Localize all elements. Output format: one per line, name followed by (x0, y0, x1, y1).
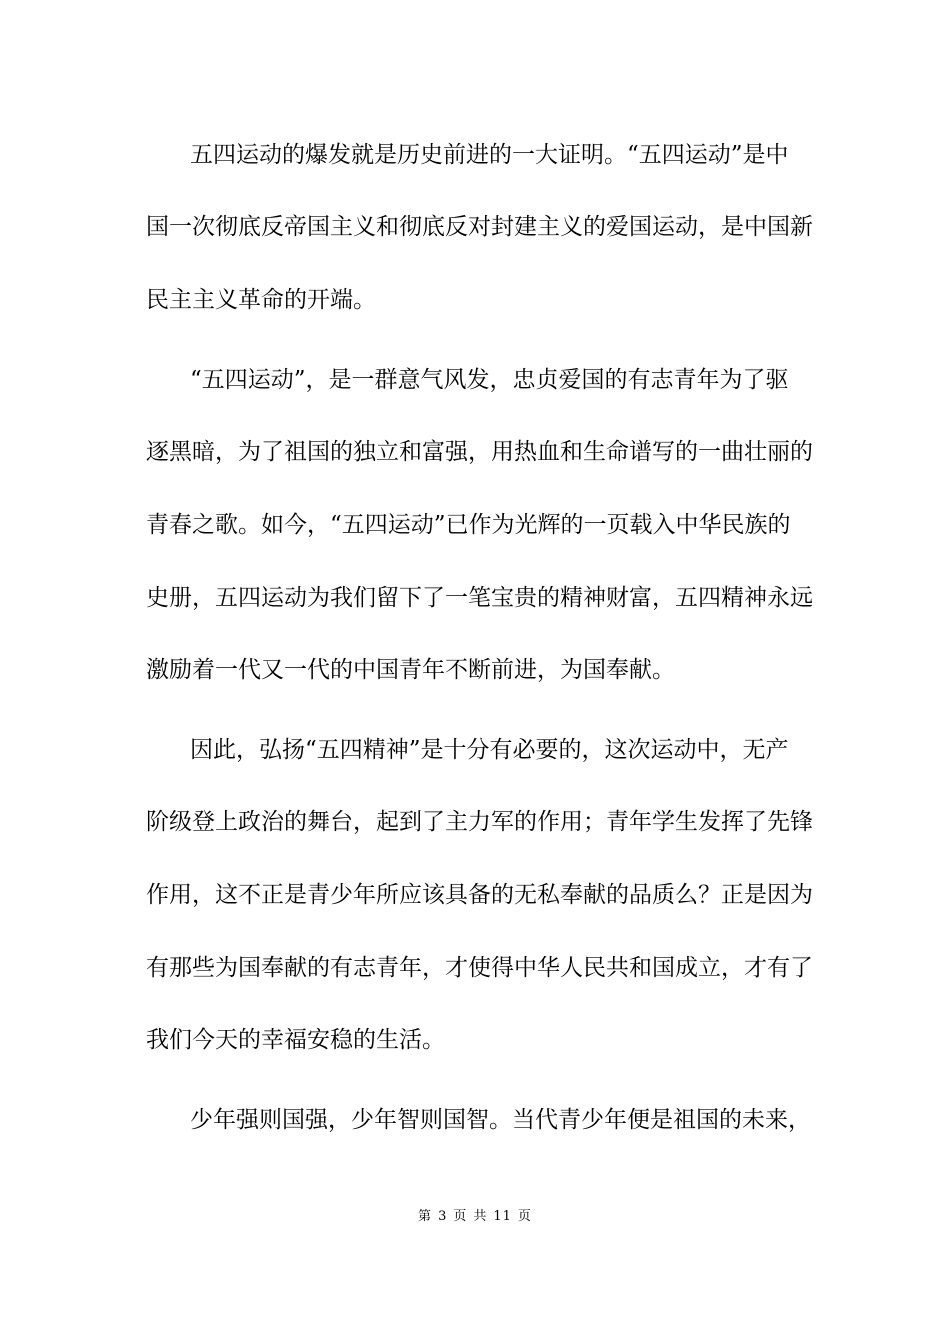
paragraph-3-line-3: 作用，这不正是青少年所应该具备的无私奉献的品质么？正是因为 (146, 882, 813, 908)
paragraph-3-line-1: 因此，弘扬“五四精神”是十分有必要的，这次运动中，无产 (190, 737, 789, 763)
footer-current-page: 3 (438, 1209, 448, 1224)
paragraph-2-line-2: 逐黑暗，为了祖国的独立和富强，用热血和生命谱写的一曲壮丽的 (146, 439, 813, 465)
paragraph-2-line-3: 青春之歌。如今，“五四运动”已作为光辉的一页载入中华民族的 (146, 512, 791, 538)
paragraph-3-line-2: 阶级登上政治的舞台，起到了主力军的作用；青年学生发挥了先锋 (146, 809, 813, 835)
paragraph-1-line-2: 国一次彻底反帝国主义和彻底反对封建主义的爱国运动，是中国新 (146, 214, 813, 240)
paragraph-3-line-5: 我们今天的幸福安稳的生活。 (146, 1027, 445, 1053)
paragraph-3-line-4: 有那些为国奉献的有志青年，才使得中华人民共和国成立，才有了 (146, 955, 813, 981)
paragraph-2-line-5: 激励着一代又一代的中国青年不断前进，为国奉献。 (146, 657, 675, 683)
footer-suffix: 页 (517, 1209, 532, 1224)
paragraph-4-line-1: 少年强则国强，少年智则国智。当代青少年便是祖国的未来， (190, 1107, 811, 1133)
paragraph-2-line-4: 史册，五四运动为我们留下了一笔宝贵的精神财富，五四精神永远 (146, 585, 813, 611)
footer-prefix: 第 (418, 1209, 433, 1224)
footer-page-word: 页 (453, 1209, 468, 1224)
footer-total-pages: 11 (493, 1209, 512, 1224)
paragraph-1-line-1: 五四运动的爆发就是历史前进的一大证明。“五四运动”是中 (190, 142, 789, 168)
footer-total-prefix: 共 (473, 1209, 488, 1224)
paragraph-1-line-3: 民主主义革命的开端。 (146, 287, 376, 313)
page-footer (0, 1208, 950, 1226)
paragraph-2-line-1: “五四运动”，是一群意气风发，忠贞爱国的有志青年为了驱 (190, 367, 789, 393)
